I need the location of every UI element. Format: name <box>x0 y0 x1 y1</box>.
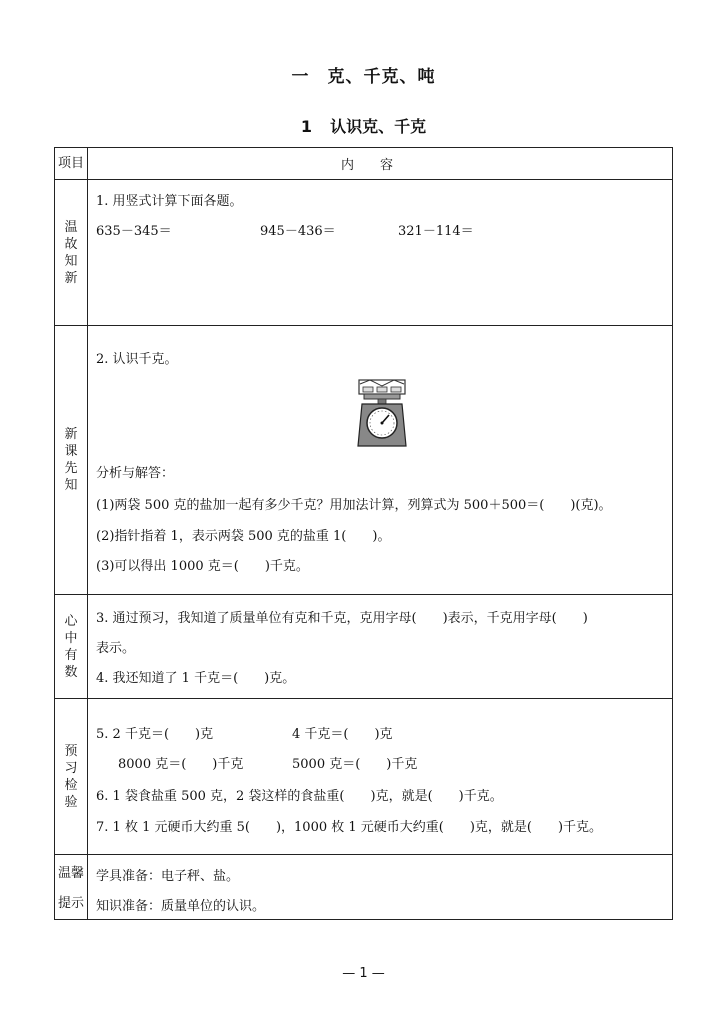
lesson-number: 1 <box>300 117 313 136</box>
section-xinke <box>55 326 673 595</box>
tip-knowledge: 知识准备：质量单位的认识。 <box>96 899 266 914</box>
section-yuxi <box>55 699 673 855</box>
section-tip <box>55 855 673 920</box>
expression-3: 321－114＝ <box>398 224 474 239</box>
chapter-title: 一 克、千克、吨 <box>291 67 436 87</box>
question-4: 4. 我还知道了 1 千克＝( )克。 <box>96 671 296 686</box>
lesson-title <box>0 114 727 137</box>
tip-label-bottom: 提示 <box>57 896 84 911</box>
table-header-row <box>55 148 673 180</box>
kitchen-scale-icon <box>356 378 408 448</box>
expression-1: 635－345＝ <box>96 224 172 239</box>
analysis-point-3: (3)可以得出 1000 克＝( )千克。 <box>96 559 309 574</box>
page-number: — 1 — <box>342 966 385 981</box>
header-content: 内容 <box>88 148 673 180</box>
section-xinzhong <box>55 595 673 699</box>
question-2: 2. 认识千克。 <box>96 352 178 367</box>
analysis-heading: 分析与解答： <box>96 466 175 481</box>
tip-label-top: 温馨 <box>57 866 84 881</box>
question-3-line-2: 表示。 <box>96 641 136 656</box>
question-1: 1. 用竖式计算下面各题。 <box>96 194 243 209</box>
question-5b: 4 千克＝( )克 <box>292 727 393 742</box>
tip-tools: 学具准备：电子秤、盐。 <box>96 869 240 884</box>
question-6: 6. 1 袋食盐重 500 克，2 袋这样的食盐重( )克，就是( )千克。 <box>96 789 503 804</box>
worksheet-table <box>54 147 673 920</box>
header-item: 项目 <box>55 148 88 180</box>
question-5d: 5000 克＝( )千克 <box>292 757 418 772</box>
question-5c: 8000 克＝( )千克 <box>118 757 244 772</box>
question-5a: 5. 2 千克＝( )克 <box>96 727 214 742</box>
analysis-point-2: (2)指针指着 1，表示两袋 500 克的盐重 1( )。 <box>96 529 391 544</box>
question-7: 7. 1 枚 1 元硬币大约重 5( )，1000 枚 1 元硬币大约重( )克，就是( )千克。 <box>96 820 603 835</box>
section-label-xinzhong: 心中有数 <box>64 613 78 680</box>
question-3-line-1: 3. 通过预习，我知道了质量单位有克和千克，克用字母( )表示，千克用字母( ) <box>96 611 588 626</box>
section-label-yuxi: 预习检验 <box>64 743 78 810</box>
section-wengu <box>55 180 673 326</box>
analysis-point-1: (1)两袋 500 克的盐加一起有多少千克？用加法计算，列算式为 500＋500＝( )(克)。 <box>96 498 612 513</box>
section-label-wengu: 温故知新 <box>64 219 78 286</box>
expression-2: 945－436＝ <box>260 224 336 239</box>
section-label-xinke: 新课先知 <box>64 427 78 493</box>
lesson-name: 认识克、千克 <box>330 117 427 136</box>
